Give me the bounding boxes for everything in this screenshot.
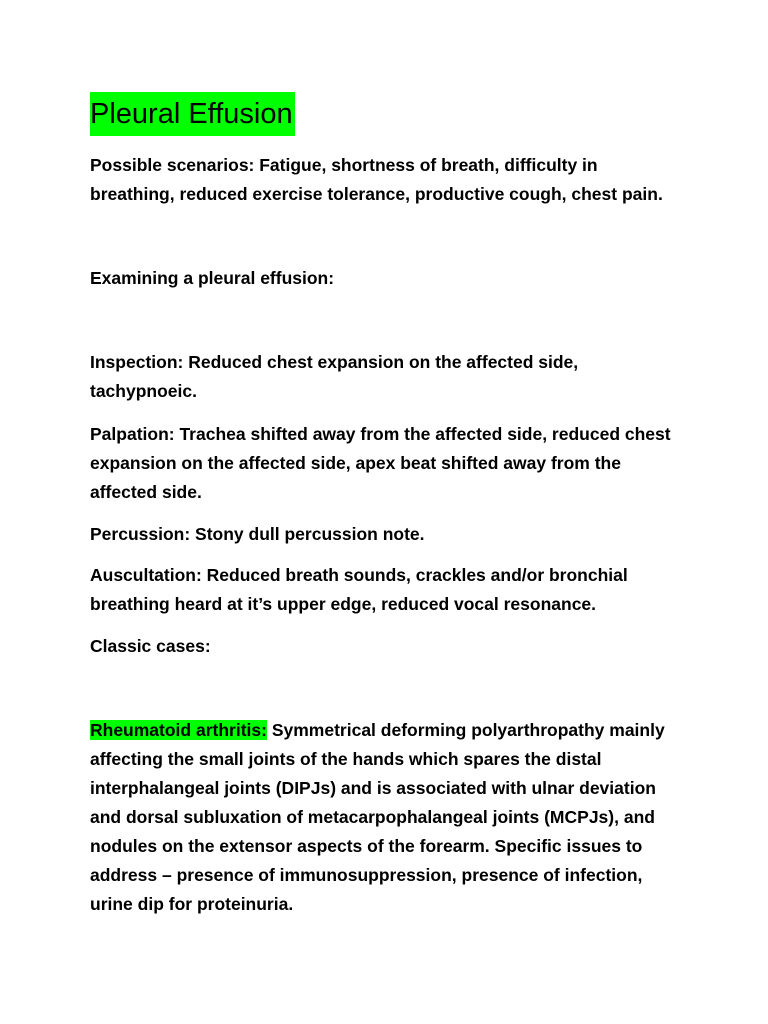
examining-heading: Examining a pleural effusion: bbox=[90, 268, 335, 288]
possible-scenarios-paragraph: Possible scenarios: Fatigue, shortness of breath, difficulty in breathing, reduced exercise tolerance, productive cough, chest pain. bbox=[90, 155, 663, 204]
page-title: Pleural Effusion bbox=[90, 92, 295, 136]
percussion-paragraph: Percussion: Stony dull percussion note. bbox=[90, 524, 425, 544]
palpation-paragraph: Palpation: Trachea shifted away from the affected side, reduced chest expansion on the affected side, apex beat shifted away from the affected side. bbox=[90, 424, 671, 502]
rheumatoid-arthritis-paragraph bbox=[90, 716, 680, 919]
rheumatoid-arthritis-label: Rheumatoid arthritis: bbox=[90, 720, 267, 740]
inspection-paragraph: Inspection: Reduced chest expansion on the affected side, tachypnoeic. bbox=[90, 352, 579, 401]
rheumatoid-arthritis-description: Symmetrical deforming polyarthropathy mainly affecting the small joints of the hands which spares the distal interphalangeal joints (DIPJs) and is associated with ulnar deviation and dorsal subluxation of metacarpophalangeal joints (MCPJs), and nodules on the extensor aspects of the forearm. Specific issues to address – presence of immunosuppression, presence of infection, urine dip for proteinuria. bbox=[90, 720, 665, 914]
classic-cases-heading: Classic cases: bbox=[90, 636, 211, 656]
auscultation-paragraph: Auscultation: Reduced breath sounds, crackles and/or bronchial breathing heard at it’s upper edge, reduced vocal resonance. bbox=[90, 565, 628, 614]
